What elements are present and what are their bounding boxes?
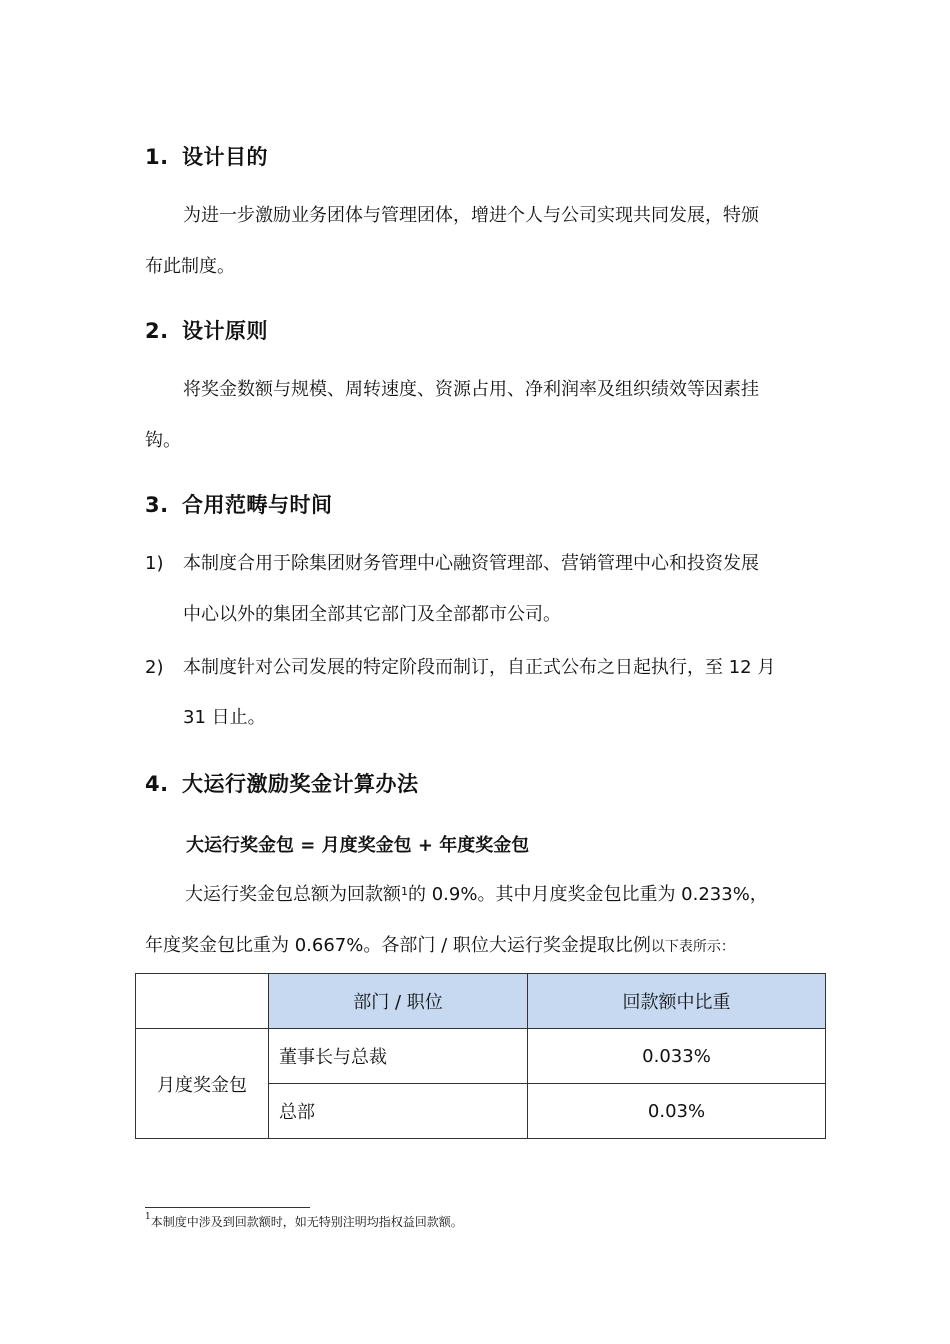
list-item-line: 本制度针对公司发展的特定阶段而制订，自正式公布之日起执行，至 12 月 <box>183 657 776 678</box>
section-title: 大运行激励奖金计算办法 <box>182 772 419 796</box>
paragraph-text: 大运行奖金包总额为回款额 <box>185 884 401 905</box>
table-header-cell <box>136 974 269 1029</box>
paragraph-line: 布此制度。 <box>145 256 235 277</box>
paragraph-line <box>145 935 735 958</box>
paragraph-line: 为进一步激励业务团体与管理团体，增进个人与公司实现共同发展，特颁 <box>183 205 759 226</box>
footnote-divider <box>145 1207 310 1208</box>
list-item-number: 2) <box>145 657 164 678</box>
section-number: 4. <box>145 772 169 796</box>
section-heading-1 <box>145 141 268 171</box>
table-row <box>136 1029 826 1084</box>
list-item-line: 31 日止。 <box>183 707 266 728</box>
paragraph-text: 的 0.9%。其中月度奖金包比重为 0.233%， <box>408 884 768 905</box>
section-heading-3 <box>145 489 333 519</box>
section-title: 合用范畴与时间 <box>182 493 333 517</box>
section-title: 设计目的 <box>182 145 268 169</box>
section-number: 2. <box>145 319 169 343</box>
table-cell-ratio: 0.033% <box>528 1029 826 1084</box>
section-title: 设计原则 <box>182 319 268 343</box>
table-header-cell: 回款额中比重 <box>528 974 826 1029</box>
paragraph-small-text: 以下表所示： <box>650 939 735 955</box>
bonus-ratio-table <box>135 973 826 1139</box>
paragraph-line: 将奖金数额与规模、周转速度、资源占用、净利润率及组织绩效等因素挂 <box>183 379 759 400</box>
section-heading-2 <box>145 315 268 345</box>
paragraph-line: 钩。 <box>145 430 181 451</box>
table-group-label: 月度奖金包 <box>136 1029 269 1139</box>
table-header-row <box>136 974 826 1029</box>
footnote <box>145 1213 463 1230</box>
formula-line: 大运行奖金包 = 月度奖金包 + 年度奖金包 <box>186 835 530 856</box>
footnote-ref[interactable]: 1 <box>401 885 408 898</box>
table-header-cell: 部门 / 职位 <box>269 974 528 1029</box>
section-number: 3. <box>145 493 169 517</box>
footnote-text: 本制度中涉及到回款额时，如无特别注明均指权益回款额。 <box>150 1215 463 1229</box>
section-heading-4 <box>145 768 419 798</box>
footnote-mark: 1 <box>145 1212 151 1222</box>
paragraph-line <box>185 884 768 906</box>
list-item-line: 本制度合用于除集团财务管理中心融资管理部、营销管理中心和投资发展 <box>183 553 759 574</box>
list-item-number: 1) <box>145 553 164 574</box>
paragraph-text: 年度奖金包比重为 0.667%。各部门 / 职位大运行奖金提取比例 <box>145 935 651 956</box>
table-cell-dept: 总部 <box>269 1084 528 1139</box>
list-item-line: 中心以外的集团全部其它部门及全部都市公司。 <box>183 604 561 625</box>
section-number: 1. <box>145 145 169 169</box>
table-cell-ratio: 0.03% <box>528 1084 826 1139</box>
table-cell-dept: 董事长与总裁 <box>269 1029 528 1084</box>
